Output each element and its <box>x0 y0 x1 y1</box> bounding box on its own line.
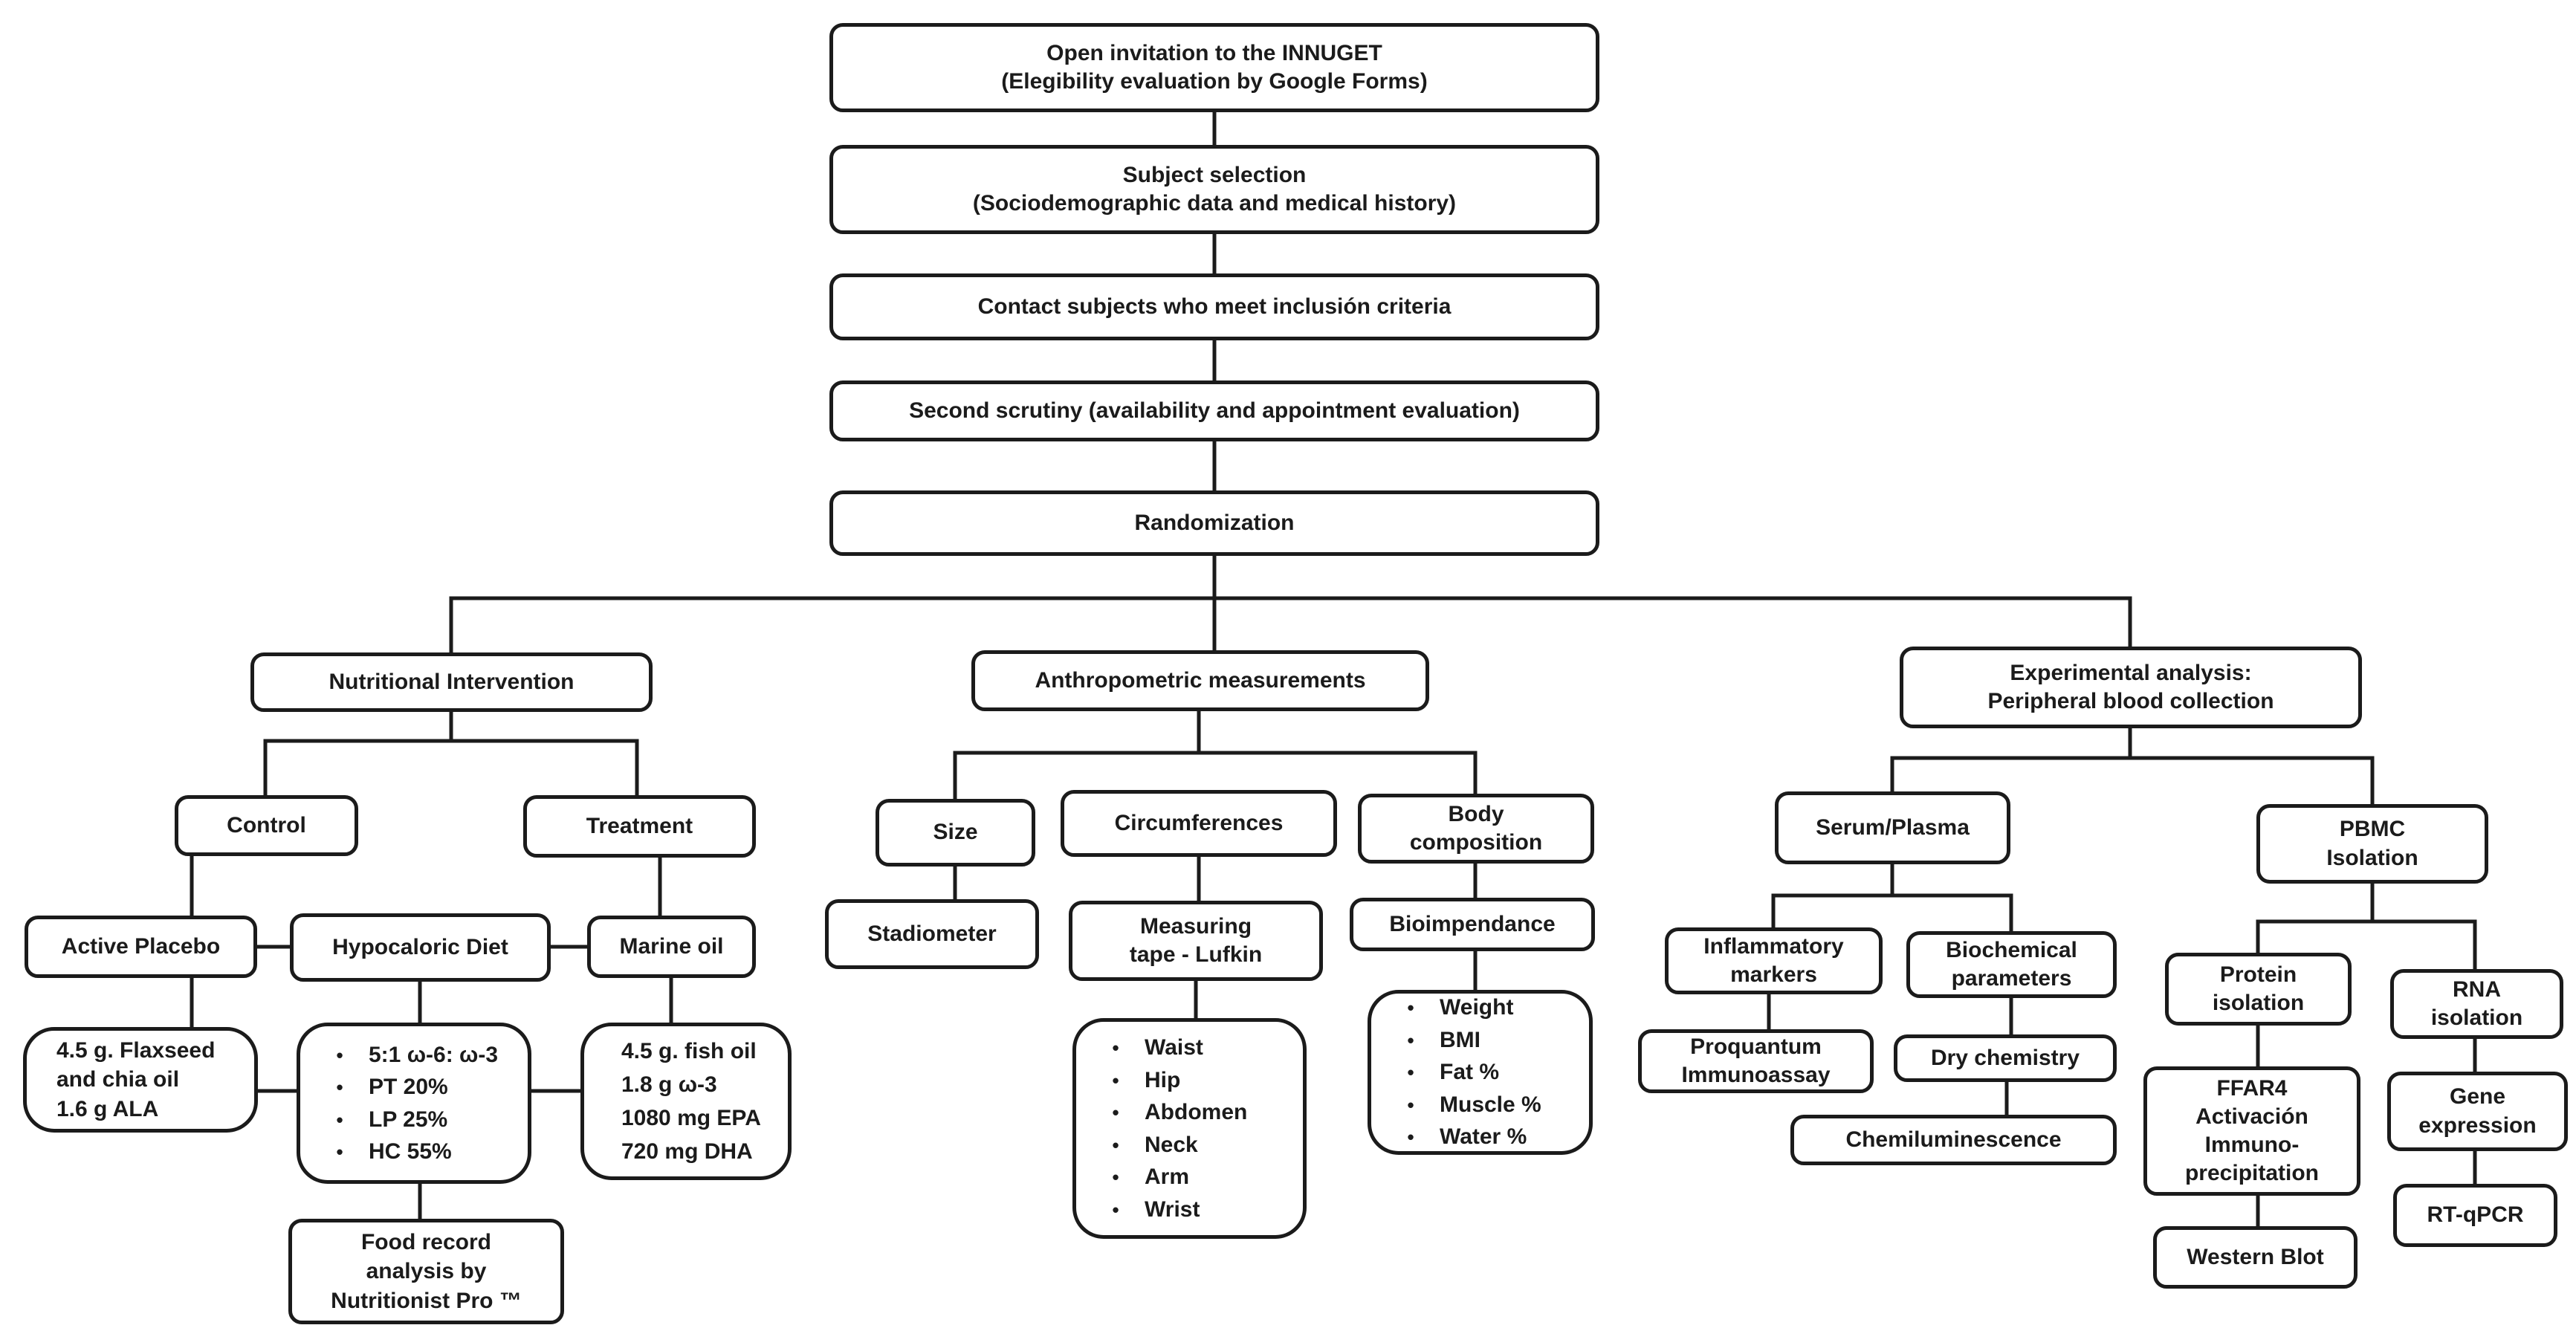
label-line: Protein <box>2219 962 2297 987</box>
label-line: Size <box>933 820 978 845</box>
node-rna-isolation <box>2390 969 2563 1039</box>
bullet-dot: • <box>1407 1093 1414 1116</box>
bullet-item <box>311 1136 520 1168</box>
node-control <box>175 795 358 856</box>
label-line: expression <box>2418 1112 2537 1138</box>
node-diet-composition <box>297 1023 531 1184</box>
label-line: analysis by <box>366 1259 487 1284</box>
bullet-item <box>1382 1089 1582 1121</box>
bullet-dot: • <box>1112 1101 1119 1124</box>
label-line: 1.6 g ALA <box>56 1096 159 1121</box>
bullet-label: HC 55% <box>369 1139 452 1164</box>
bullet-item <box>1382 1121 1582 1153</box>
bullet-label: Wrist <box>1145 1196 1200 1222</box>
label-line: parameters <box>1951 966 2072 991</box>
node-proquantum-immunoassay <box>1638 1029 1874 1093</box>
label-line: PBMC <box>2339 817 2406 842</box>
label-line: Randomization <box>1134 510 1295 535</box>
label-line: (Elegibility evaluation by Google Forms) <box>1001 69 1428 94</box>
node-body-metrics <box>1368 990 1593 1155</box>
bullet-dot: • <box>1407 1029 1414 1052</box>
bullet-label: Water % <box>1440 1124 1527 1150</box>
node-ffar4-immunoprecipitation <box>2143 1066 2360 1196</box>
bullet-list <box>1081 1031 1298 1225</box>
node-measuring-tape <box>1069 901 1323 981</box>
bullet-item <box>1087 1129 1295 1162</box>
label-line: FFAR4 <box>2216 1075 2288 1101</box>
node-protein-isolation <box>2165 953 2352 1026</box>
node-biochemical-parameters <box>1906 931 2117 998</box>
node-pbmc-isolation <box>2256 804 2488 884</box>
node-circumferences <box>1061 790 1337 857</box>
label-line: 1.8 g ω-3 <box>621 1072 717 1097</box>
node-food-record <box>288 1219 564 1324</box>
node-size <box>876 799 1035 867</box>
node-dry-chemistry <box>1894 1034 2117 1082</box>
bullet-list <box>305 1039 523 1168</box>
bullet-dot: • <box>336 1108 343 1131</box>
node-subject-selection <box>829 145 1599 234</box>
label-line: Bioimpendance <box>1389 911 1556 936</box>
label-line: and chia oil <box>56 1067 180 1092</box>
node-nutritional-intervention <box>250 652 653 712</box>
bullet-label: PT 20% <box>369 1075 448 1099</box>
bullet-dot: • <box>336 1076 343 1098</box>
bullet-label: Abdomen <box>1145 1100 1248 1124</box>
bullet-item <box>311 1039 520 1072</box>
label-line: Western Blot <box>2187 1244 2324 1269</box>
label-line: Measuring <box>1139 913 1252 939</box>
label-line: 4.5 g. Flaxseed <box>56 1037 216 1063</box>
bullet-label: BMI <box>1440 1027 1480 1052</box>
label-line: Nutritional Intervention <box>329 669 575 694</box>
node-randomization <box>829 490 1599 556</box>
bullet-dot: • <box>336 1043 343 1066</box>
node-inflammatory-markers <box>1665 927 1883 994</box>
label-line: Open invitation to the INNUGET <box>1046 40 1382 65</box>
bullet-label: Neck <box>1145 1132 1198 1157</box>
node-treatment <box>523 795 756 858</box>
bullet-label: Waist <box>1145 1035 1203 1060</box>
node-bioimpendance <box>1350 898 1595 951</box>
bullet-dot: • <box>1112 1069 1119 1092</box>
label-line: Nutritionist Pro ™ <box>331 1288 522 1313</box>
label-line: Contact subjects who meet inclusión criteria <box>977 294 1452 319</box>
bullet-dot: • <box>1112 1198 1119 1221</box>
bullet-dot: • <box>1407 1126 1414 1149</box>
node-active-placebo <box>25 916 257 978</box>
label-line: Subject selection <box>1122 162 1307 187</box>
label-line: Food record <box>360 1229 491 1254</box>
label-line: precipitation <box>2184 1161 2319 1186</box>
bullet-label: Arm <box>1145 1165 1190 1189</box>
label-line: Gene <box>2449 1084 2506 1110</box>
label-line: Treatment <box>586 813 693 838</box>
bullet-dot: • <box>1112 1037 1119 1059</box>
label-line: 720 mg DHA <box>621 1139 753 1164</box>
bullet-label: LP 25% <box>369 1107 448 1132</box>
label-line: Hypocaloric Diet <box>332 934 508 959</box>
label-line: 1080 mg EPA <box>621 1106 761 1130</box>
label-line: RNA <box>2453 976 2501 1002</box>
label-line: Peripheral blood collection <box>1987 689 2274 713</box>
bullet-dot: • <box>1407 997 1414 1020</box>
bullet-dot: • <box>336 1141 343 1163</box>
node-experimental-analysis <box>1900 647 2362 728</box>
node-anthropometric-measurements <box>971 650 1429 711</box>
node-circumference-sites <box>1072 1018 1307 1239</box>
bullet-item <box>1382 1024 1582 1057</box>
label-line: Anthropometric measurements <box>1035 667 1366 693</box>
bullet-item <box>1087 1193 1295 1226</box>
label-line: Immuno- <box>2204 1133 2300 1157</box>
node-stadiometer <box>825 899 1039 969</box>
bullet-label: Hip <box>1145 1067 1181 1092</box>
node-gene-expression <box>2387 1072 2568 1151</box>
label-line: Biochemical <box>1946 937 2077 962</box>
node-open-invitation <box>829 23 1599 112</box>
label-line: Isolation <box>2326 845 2418 870</box>
label-line: isolation <box>2430 1005 2523 1030</box>
bullet-label: 5:1 ω-6: ω-3 <box>369 1042 499 1067</box>
node-hypocaloric-diet <box>290 913 551 982</box>
label-line: RT-qPCR <box>2427 1202 2524 1228</box>
label-line: (Sociodemographic data and medical history) <box>972 191 1457 216</box>
label-line: Stadiometer <box>867 921 997 946</box>
node-serum-plasma <box>1775 791 2010 864</box>
label-line: tape - Lufkin <box>1129 942 1263 967</box>
label-line: Second scrutiny (availability and appointment evaluation) <box>909 398 1520 423</box>
bullet-item <box>1087 1161 1295 1193</box>
node-western-blot <box>2153 1226 2357 1289</box>
label-line: isolation <box>2212 991 2305 1015</box>
node-chemiluminescence <box>1790 1115 2117 1165</box>
label-line: Inflammatory <box>1703 933 1844 959</box>
label-line: Proquantum <box>1690 1034 1822 1059</box>
label-line: Body <box>1448 801 1504 826</box>
bullet-item <box>1087 1064 1295 1097</box>
label-line: Dry chemistry <box>1930 1045 2080 1070</box>
bullet-item <box>1382 991 1582 1024</box>
bullet-dot: • <box>1112 1166 1119 1188</box>
bullet-dot: • <box>1112 1133 1119 1156</box>
label-line: 4.5 g. fish oil <box>621 1039 757 1063</box>
bullet-label: Muscle % <box>1440 1092 1541 1117</box>
label-line: Immunoassay <box>1681 1063 1831 1087</box>
bullet-item <box>1087 1031 1295 1064</box>
label-line: Serum/Plasma <box>1816 814 1970 840</box>
node-marine-composition <box>580 1023 792 1180</box>
bullet-item <box>1382 1056 1582 1089</box>
node-contact-subjects <box>829 273 1599 340</box>
bullet-item <box>1087 1096 1295 1129</box>
bullet-list <box>1376 991 1585 1153</box>
label-line: Active Placebo <box>61 933 221 959</box>
label-line: Control <box>227 812 306 838</box>
label-line: markers <box>1730 962 1817 987</box>
bullet-label: Fat % <box>1440 1060 1500 1085</box>
label-line: Circumferences <box>1114 810 1284 835</box>
node-rt-qpcr <box>2393 1184 2557 1247</box>
label-line: Chemiluminescence <box>1845 1127 2062 1152</box>
label-line: composition <box>1409 830 1543 855</box>
node-marine-oil <box>587 916 756 978</box>
bullet-dot: • <box>1407 1061 1414 1084</box>
node-body-composition <box>1358 794 1594 864</box>
bullet-item <box>311 1071 520 1104</box>
node-second-scrutiny <box>829 380 1599 441</box>
bullet-item <box>311 1104 520 1136</box>
label-line: Experimental analysis: <box>2010 660 2252 685</box>
bullet-label: Weight <box>1440 995 1514 1020</box>
node-placebo-composition <box>23 1027 258 1133</box>
label-line: Activación <box>2195 1104 2308 1129</box>
label-line: Marine oil <box>619 933 724 959</box>
